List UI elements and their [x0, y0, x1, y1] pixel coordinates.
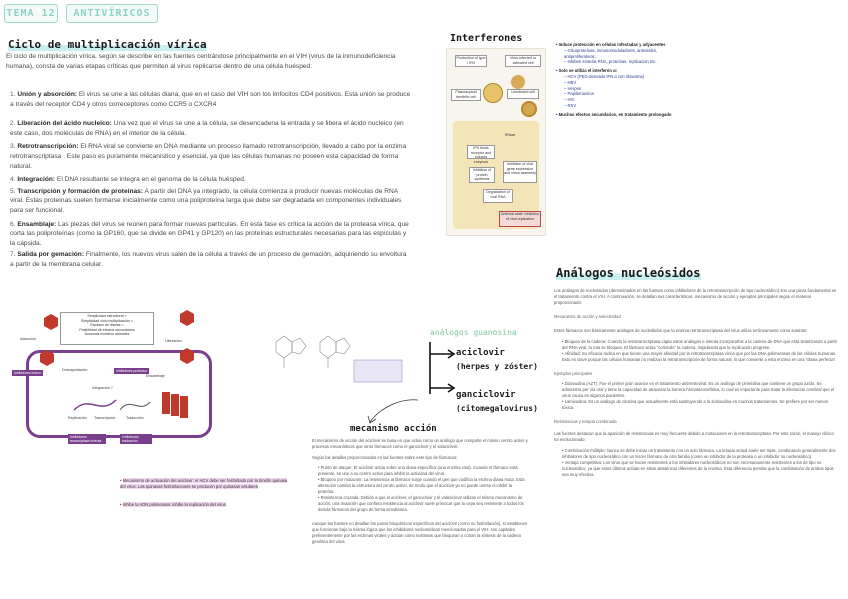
analogos-title: Análogos nucleósidos [556, 266, 701, 280]
step-3: 3. Retrotranscripción: El RNA viral se convierte en DNA mediante un proceso llamado retrotranscripción, llevado a cabo por la enzima retrotranscriptasa . Este paso es puramente mecanístico y esencial, ya que las células humanas no poseen esta capacidad de forma natural. [10, 143, 407, 170]
interferon-bullet-2: • Solo se utiliza el interferón α: – HCV (PEG-derivado IFN α con ribavirina) – HBV – Herpes – Papilomavirus – HIV – RSV [556, 68, 645, 108]
virus-icon [44, 314, 58, 330]
step-1: 1. Unión y absorción: El virus se une a las células diana, que en el caso del VIH son los linfocitos CD4 positivos. Esta unión se produce a través del receptor CD4 y otros correceptores como CCR5 o CXCR4 [10, 91, 411, 108]
analogos-bullet-bloqueo: • Bloqueo de la cadena: Cuando la retrotranscriptasa capta estos análogos e intenta incorporarlos a la cadena de DNA que está sintetizando a partir del RNA viral, la ruta se bloquea. El fármaco actúa "cortando" la cadena, impidiendo que la replicación progrese. [562, 339, 838, 350]
step-4: 4. Integración: El DNA resultante se integra en el genoma de la célula huésped. [10, 176, 246, 184]
mecanismo-title: mecanismo acción [350, 424, 437, 434]
analogos-bullet-lamivudina: • Lamivudina: Es un análogo de citosina que actualmente está sustituyendo a la zidovudina en muchos tratamientos. Se prefiere por ser menos tóxica. [562, 399, 828, 410]
interferones-bullets [556, 42, 674, 118]
label-inhibidores-fusion: Inhibidores fusión [14, 371, 41, 375]
interferon-bullet-3: • Muchos efectos secundarios, en tratamiento prolongado [556, 111, 672, 117]
drug-ganciclovir: ganciclovir [456, 390, 516, 400]
step-2: 2. Liberación del ácido nucleico: Una vez que el virus se une a la célula, se desencadena la entrada y se libera el ácido nucleico (en este caso, dos moléculas de RNA) en el interior de la célula. [10, 120, 404, 137]
label-adsorcion: Adsorción [20, 337, 36, 341]
bracket-arrows [418, 338, 458, 398]
cell-icon [483, 83, 503, 103]
highlight-note-1: • Mecanismo de activación del aciclovir: el HCV debe ser fosforilado por la timidín quinasa del virus. Las quinasas fosforilaciones se producen por quinasas celulares [120, 478, 288, 489]
interferones-title: Interferones [450, 33, 523, 44]
mecanismo-bullet-1: • Punto de ataque: El aciclovir actúa sobre una diana específica (una enzima viral). Cuando el fármaco está presente, se une a su centro activo para inhibir la actividad del virus. [318, 465, 518, 476]
label-replicacion: Replicación [68, 416, 87, 420]
ciclo-title: Ciclo de multiplicación vírica [8, 38, 207, 51]
guanosina-label: análogos guanosina [430, 328, 517, 337]
label-inhibidores-traduccion: Inhibidores traducción [120, 434, 152, 444]
mecanismo-bullet-2: • Bloqueo por mutación: La resistencia al fármaco surge cuando el gen que codifica la enzima diana muta. Esta alteración cambia la estructura del centro activo, de modo que el aciclovir ya no puede unirse ni inhibir la proteína. [318, 477, 525, 494]
virus-icon [180, 310, 194, 326]
analogos-body: Los análogos de nucleósidos (denominados en las fuentes como inhibidores de la retrotranscripción de tipo nucleosídico) son una pieza fundamental en el tratamiento contra el VIH. A continuación, se detallan sus características, mecanismo de acción y ejemplos principales según el material proporcionado: Mecanismo de acción y selectividad Estos fármacos son básicamente análogos de nucleótidos que la enzima retrotranscriptasa del virus utiliza erróneamente como sustrato: • Bloqueo de la cadena: Cuando la retrotranscriptasa capta estos análogos e intenta incorporarlos a la cadena de DNA que está sintetizando a partir del RNA viral, la ruta se bloquea. El fármaco actúa "cortando" la cadena, impidiendo que la replicación progrese. • Afinidad: Su eficacia radica en que tienen una mayor afinidad por la retrotranscriptasa vírica que por las DNA polimerasas de las células humanas. Esto es clave porque las células humanas no realizan la retrotranscripción de forma natural, lo que convierte a esta enzima en una "diana perfecta". Ejemplos principales • Zidovudina (AZT): Fue el primer gran avance en el tratamiento antirretroviral. Es un análogo de pirimidina que contiene un grupo azido. Se administra por vía oral y tiene la capacidad de atravesar la barrera hematoencefálica, lo cual es importante para tratar la afectación cerebral que el virus causa en algunos pacientes. • Lamivudina: Es un análogo de citosina que actualmente está sustituyendo a la zidovudina en muchos tratamientos. Se prefiere por ser menos tóxica. Resistencias y terapia combinada Las fuentes destacan que la aparición de resistencias es muy frecuente debido a mutaciones en la retrotranscriptasa. Por este razón, el manejo clínico ha evolucionado: • Combinación múltiple: Nunca se debe iniciar un tratamiento con un solo fármaco. La terapia actual suele ser triple, combinando generalmente dos inhibidores de tipo nucleosídico con un tercer fármaco de otra familia (como un inhibidor de la proteasa o un inhibidor no nucleosídico). • Ventaja competitiva: Los virus que se hacen resistentes a los inhibidores nucleosídicos no son necesariamente resistentes a los de tipo no nucleosídico, ya que estos últimos actúan en sitios alostéricos diferentes de la enzima. Esta diferencia permite que la combinación de ambos tipos sea muy efectiva. [554, 288, 838, 477]
step-7: 7. Salida por gemación: Finalmente, los nuevos virus salen de la célula a través de un proceso de gemación, adquiriendo su envoltura a partir de la membrana celular. [10, 251, 407, 268]
dna-strands [70, 390, 200, 420]
drug-ganciclovir-use: (citomegalovirus) [456, 404, 538, 413]
label-inhibidores-proteasa: Inhibidores proteasa [116, 369, 147, 373]
mecanismo-bullet-3: • Resistencia cruzada: Debido a que el aciclovir, el ganciclovir y el valaciclovir utilizan el mismo mecanismo de acción, una mutación que confiera resistencia al aciclovir suele provocar que la cepa sea resistente a todos los demás fármacos del grupo de forma simultánea. [318, 495, 524, 512]
step-6: 6. Ensamblaje: Las piezas del virus se reúnen para formar nuevas partículas. En esta fase es crítica la acción de la proteasa vírica, que corta las poliproteínas (como la GP160, que se divide en GP41 y GP120) en las proteínas estructurales necesarias para las espículas y la cápsida. [10, 220, 409, 247]
topic-tag: TEMA 12 [4, 4, 58, 23]
label-inhibidores-ti: Inhibidores transcriptasa inversa [68, 434, 106, 444]
interferon-figure: Production of type I IFN Virus-infected or activated cell Plasmacytoid dendritic cell Uninfected cell IFN binds receptor and induces enzymes Inhibition of protein synthesis Inhibition of viral gene expression and virion assembly Degradation of viral RNA Antiviral state: inhibition of viral replication RNase [446, 48, 546, 236]
analogos-bullet-ventaja: • Ventaja competitiva: Los virus que se hacen resistentes a los inhibidores nucleosídicos no son necesariamente resistentes a los de tipo no nucleosídico, ya que estos últimos actúan en sitios alostéricos diferentes de la enzima. Esta diferencia permite que la combinación de ambos tipos sea muy efectiva. [562, 460, 834, 477]
topic-title-tag: ANTIVÍRICOS [66, 4, 158, 23]
cell-icon [511, 75, 525, 89]
drug-aciclovir-use: (herpes y zóster) [456, 362, 538, 371]
interferon-bullet-1: • Induce protección en células infectadas y adyacentes – Glicoproteínas, inmunomoduladores, antivirales, antiproliferativos, – Inhiben síntesis RNA, proteínas, replicación etc. [556, 42, 666, 65]
label-traduccion: Traducción [126, 416, 144, 420]
label-integracion: Integración ? [92, 386, 113, 390]
label-descapsidacion: Descapsidación [62, 368, 88, 372]
mecanismo-body: El mecanismo de acción del aciclovir se basa en que actúa como un análogo que comparte el mismo centro activo y procesos mecanísticos que otros fármacos como el ganciclovir y el valaciclovir. Según los detalles proporcionados en las fuentes sobre este tipo de fármacos: • Punto de ataque: El aciclovir actúa sobre una diana específica (una enzima viral). Cuando el fármaco está presente, se une a su centro activo para inhibir la actividad del virus. • Bloqueo por mutación: La resistencia al fármaco surge cuando el gen que codifica la enzima diana muta. Esta alteración cambia la estructura del centro activo, de modo que el aciclovir ya no puede unirse ni inhibir la proteína. • Resistencia cruzada: Debido a que el aciclovir, el ganciclovir y el valaciclovir utilizan el mismo mecanismo de acción, una mutación que confiera resistencia al aciclovir suele provocar que la cepa sea resistente a todos los demás fármacos del grupo de forma simultánea. Aunque las fuentes no detallan los pasos bioquímicos específicos del aciclovir (como su fosforilación), sí establecen que funcionan bajo la misma lógica que los inhibidores nucleosídicos mencionados para el VIH: son capitales preferentemente por las enzimas virales y actúan como sustratos que bloquean o cortan la síntesis de la cadena genética del virus. [312, 438, 528, 544]
aciclovir-molecules-figure [266, 322, 406, 388]
label-liberacion: Liberación [165, 339, 182, 343]
ciclo-intro: El ciclo de multiplicación vírica, según se describe en las fuentes centrándose principalmente en el VIH (virus de la inmunodeficiencia humana), consta de varias etapas críticas que permiten al virus replicarse dentro de una célula huésped: [6, 53, 396, 70]
analogos-bullet-combinacion: • Combinación múltiple: Nunca se debe iniciar un tratamiento con un solo fármaco. La terapia actual suele ser triple, combinando generalmente dos inhibidores de tipo nucleosídico con un tercer fármaco de otra familia (como un inhibidor de la proteasa o un inhibidor no nucleosídico). [562, 448, 836, 459]
analogos-bullet-azt: • Zidovudina (AZT): Fue el primer gran avance en el tratamiento antirretroviral. Es un análogo de pirimidina que contiene un grupo azido. Se administra por vía oral y tiene la capacidad de atravesar la barrera hematoencefálica, lo cual es importante para tratar la afectación cerebral que el virus causa en algunos pacientes. [562, 381, 835, 398]
hiv-cycle-diagram [10, 306, 246, 448]
drug-aciclovir: aciclovir [456, 348, 505, 358]
analogos-bullet-afinidad: • Afinidad: Su eficacia radica en que tienen una mayor afinidad por la retrotranscriptasa vírica que por las DNA polimerasas de las células humanas. Esto es clave porque las células humanas no realizan la retrotranscripción de forma natural, lo que convierte a esta enzima en una "diana perfecta". [562, 351, 837, 362]
highlight-note-2: • Inhibe la ADN polimerasa: inhibe la replicación del virus [120, 502, 226, 507]
virus-icon [521, 101, 537, 117]
step-5: 5. Transcripción y formación de proteínas: A partir del DNA ya integrado, la célula comienza a producir nuevas moléculas de RNA viral. Estas proteínas suelen formarse inicialmente como una poliproteína larga que debe ser degradada en componentes individuales para ser funcional. [10, 187, 402, 214]
label-ensamblaje: Ensamblaje [146, 374, 165, 378]
hiv-diagram-box: Simplicidad estructural = Simplicidad ciclo multiplicación = Escasez de dianas = Posibilidad de efectos secundarios Ausencia modelos animales [60, 312, 154, 345]
label-transcripcion: Transcripción [94, 416, 116, 420]
molecule-structures [266, 322, 406, 388]
ciclo-steps [10, 90, 412, 270]
